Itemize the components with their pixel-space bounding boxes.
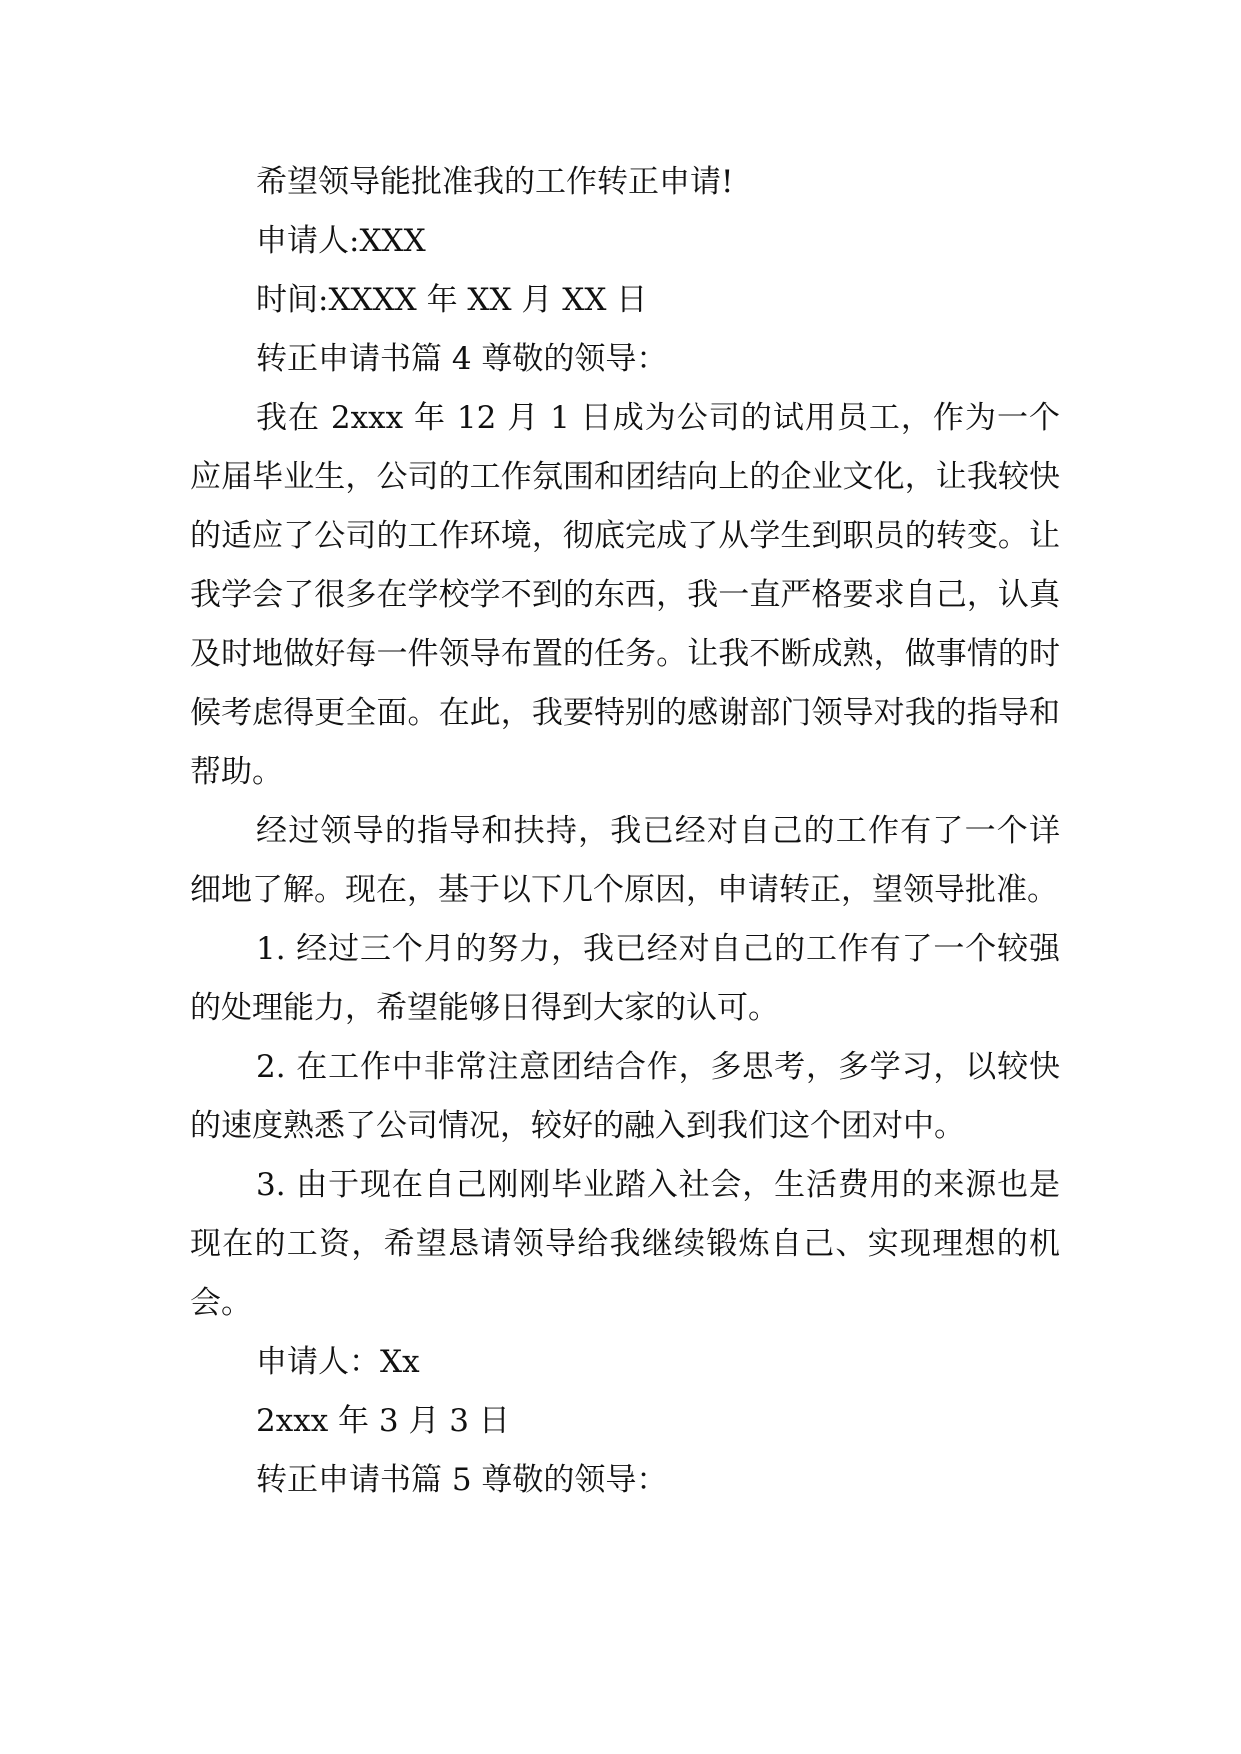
reason-item-1: 1. 经过三个月的努力，我已经对自己的工作有了一个较强的处理能力，希望能够日得到大家的认可。 bbox=[190, 931, 1060, 1026]
section-heading-5: 转正申请书篇 5 尊敬的领导： bbox=[256, 1462, 668, 1498]
applicant-line: 申请人:XXX bbox=[256, 223, 426, 259]
document-body bbox=[190, 153, 1060, 1510]
body-paragraph-intro: 我在 2xxx 年 12 月 1 日成为公司的试用员工，作为一个应届毕业生，公司的工作氛围和团结向上的企业文化，让我较快的适应了公司的工作环境，彻底完成了从学生到职员的转变。让我学会了很多在学校学不到的东西，我一直严格要求自己，认真及时地做好每一件领导布置的任务。让我不断成熟，做事情的时候考虑得更全面。在此，我要特别的感谢部门领导对我的指导和帮助。 bbox=[190, 400, 1060, 790]
approval-request-line: 希望领导能批准我的工作转正申请! bbox=[256, 164, 734, 200]
date-line: 时间:XXXX 年 XX 月 XX 日 bbox=[256, 282, 648, 318]
reason-item-3: 3. 由于现在自己刚刚毕业踏入社会，生活费用的来源也是现在的工资，希望恳请领导给我继续锻炼自己、实现理想的机会。 bbox=[190, 1167, 1060, 1321]
section-heading-4: 转正申请书篇 4 尊敬的领导： bbox=[256, 341, 668, 377]
signature-applicant: 申请人：Xx bbox=[256, 1344, 420, 1380]
signature-date: 2xxx 年 3 月 3 日 bbox=[256, 1403, 510, 1439]
body-paragraph-reasons: 经过领导的指导和扶持，我已经对自己的工作有了一个详细地了解。现在，基于以下几个原因，申请转正，望领导批准。 bbox=[190, 813, 1060, 908]
reason-item-2: 2. 在工作中非常注意团结合作，多思考，多学习，以较快的速度熟悉了公司情况，较好的融入到我们这个团对中。 bbox=[190, 1049, 1060, 1144]
